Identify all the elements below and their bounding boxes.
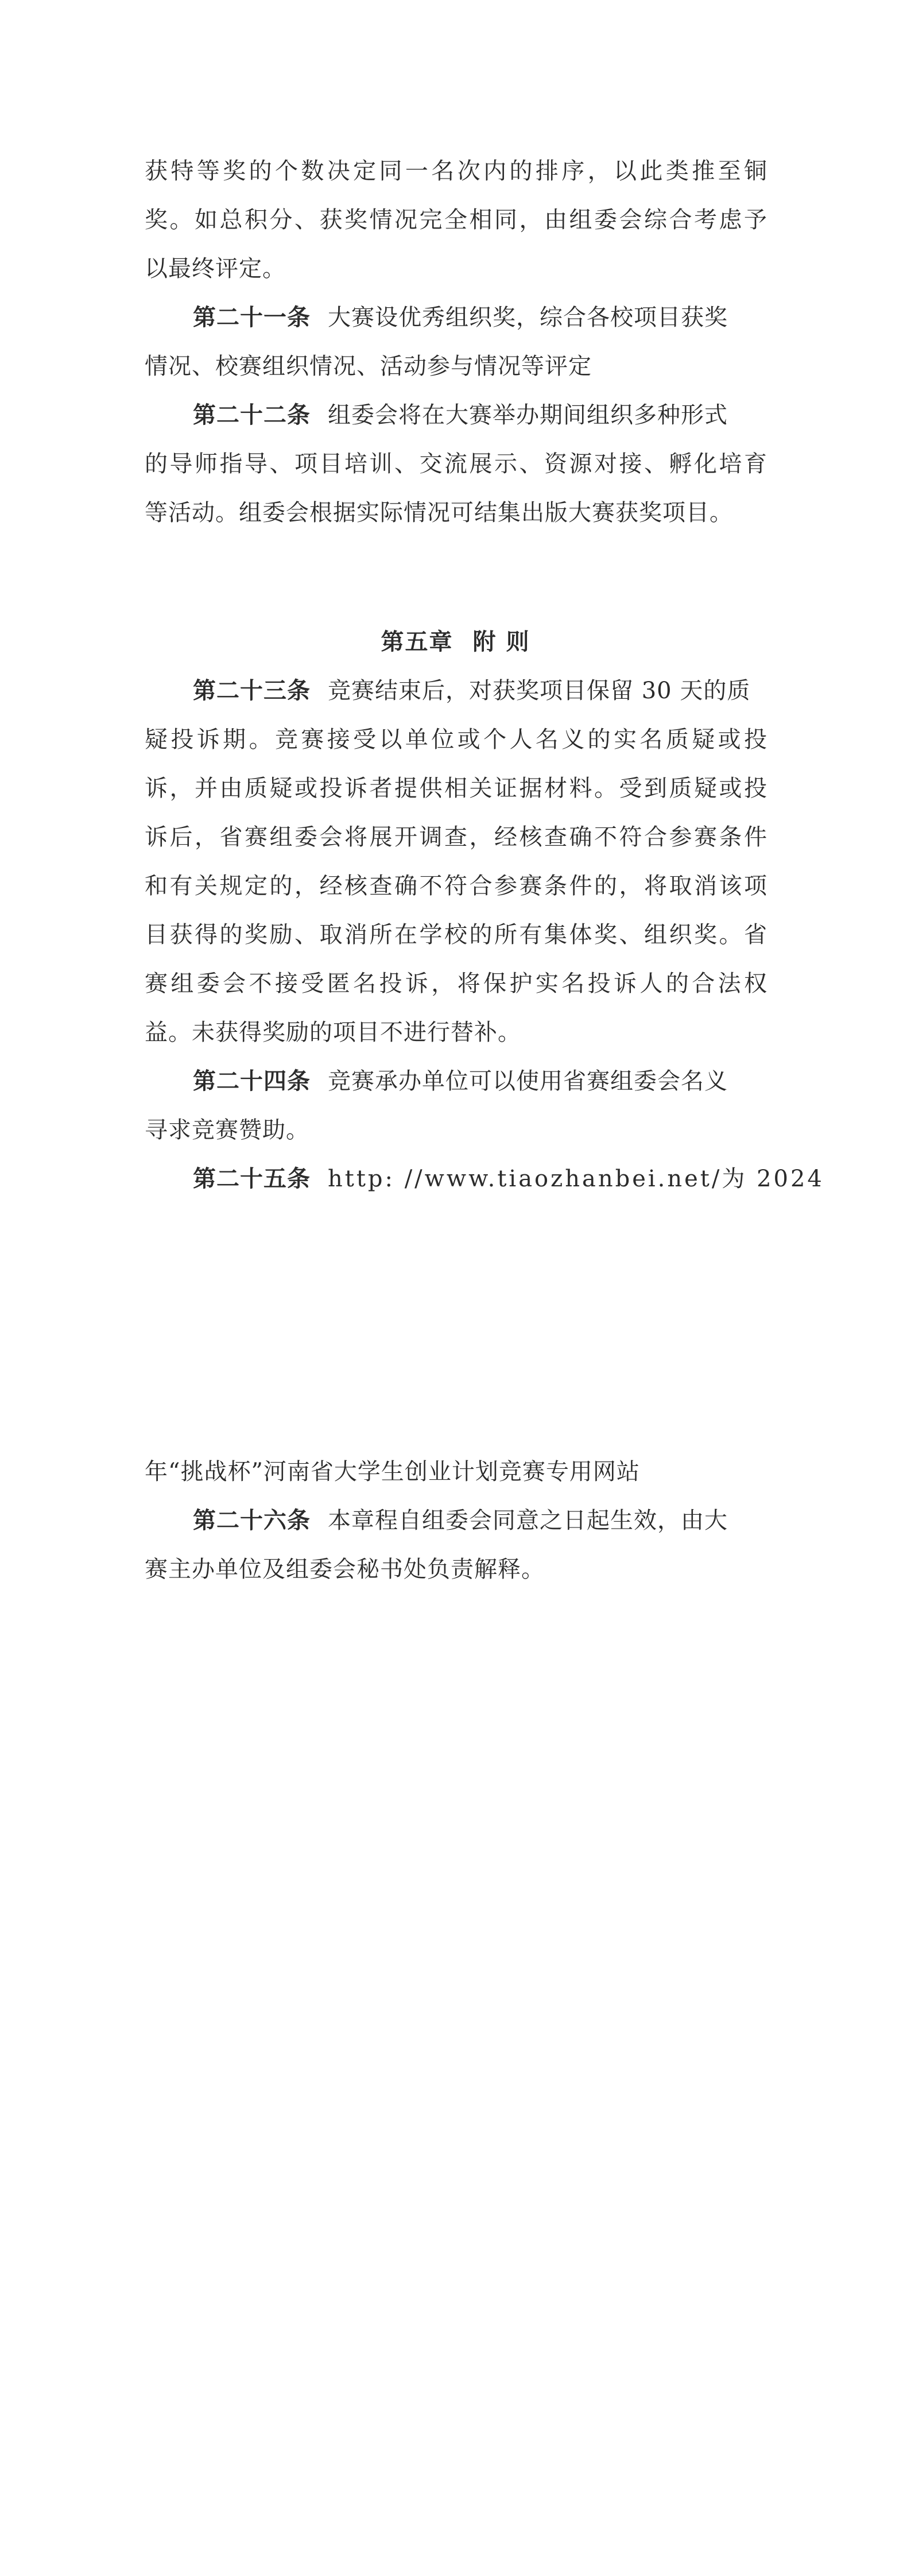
text-line: 以最终评定。 [145,256,286,282]
article-label: 第二十四条 [193,1068,311,1094]
text-line: 寻求竞赛赞助。 [145,1117,309,1143]
article-label: 第二十三条 [193,678,311,704]
text-line: 疑投诉期。竞赛接受以单位或个人名义的实名质疑或投 [145,726,767,753]
article-label: 第二十一条 [193,304,311,331]
text-line: 和有关规定的，经核查确不符合参赛条件的，将取消该项 [145,873,767,899]
article-text: 大赛设优秀组织奖，综合各校项目获奖 [328,304,728,331]
article-text: 竞赛结束后，对获奖项目保留 30 天的质 [328,678,751,704]
article-label: 第二十六条 [193,1507,311,1534]
text-line: 情况、校赛组织情况、活动参与情况等评定 [145,353,592,380]
text-line: 赛组委会不接受匿名投诉，将保护实名投诉人的合法权 [145,970,767,997]
chapter-number: 第五章 [381,629,453,655]
article-label: 第二十二条 [193,402,311,428]
article-text: http: //www.tiaozhanbei.net/为 2024 [328,1166,824,1192]
text-line: 目获得的奖励、取消所在学校的所有集体奖、组织奖。省 [145,922,767,948]
text-line: 益。未获得奖励的项目不进行替补。 [145,1019,521,1046]
text-line: 获特等奖的个数决定同一名次内的排序，以此类推至铜 [145,158,767,184]
text-line: 等活动。组委会根据实际情况可结集出版大赛获奖项目。 [145,500,733,526]
article-24 [193,1065,767,1097]
article-text: 本章程自组委会同意之日起生效，由大 [328,1507,728,1534]
chapter-title: 附 则 [472,629,530,655]
text-line: 诉，并由质疑或投诉者提供相关证据材料。受到质疑或投 [145,775,767,802]
article-text: 竞赛承办单位可以使用省赛组委会名义 [328,1068,728,1094]
article-label: 第二十五条 [193,1166,311,1192]
text-line: 奖。如总积分、获奖情况完全相同，由组委会综合考虑予 [145,207,767,233]
text-line: 赛主办单位及组委会秘书处负责解释。 [145,1556,545,1583]
article-26 [193,1504,767,1537]
article-21 [193,301,767,334]
chapter-heading [0,626,911,658]
article-23 [193,675,767,707]
text-line: 诉后，省赛组委会将展开调查，经核查确不符合参赛条件 [145,824,767,850]
article-22 [193,399,767,431]
article-text: 组委会将在大赛举办期间组织多种形式 [328,402,728,428]
article-25 [193,1163,824,1195]
text-line: 的导师指导、项目培训、交流展示、资源对接、孵化培育 [145,451,767,477]
text-line: 年“挑战杯”河南省大学生创业计划竞赛专用网站 [145,1459,640,1485]
